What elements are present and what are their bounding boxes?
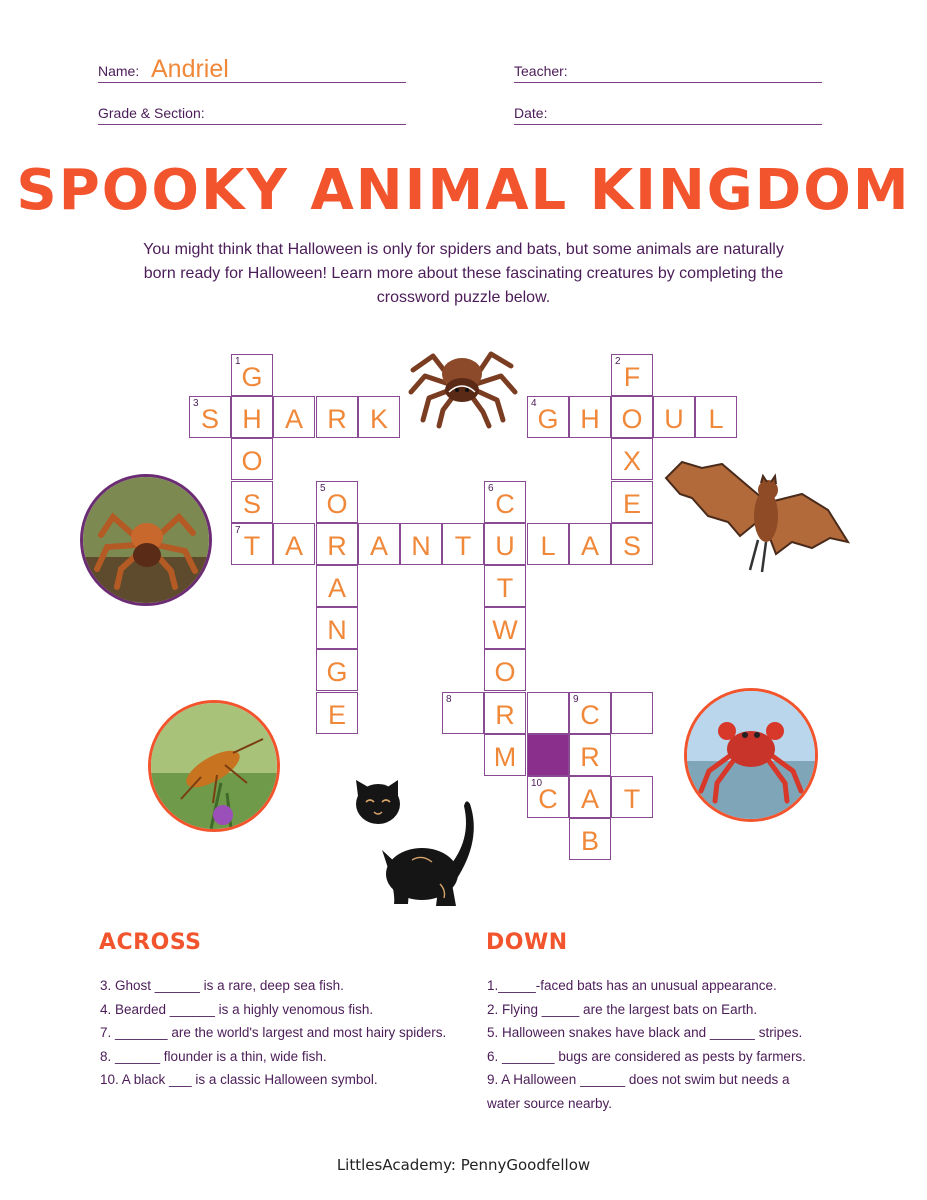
cell-letter — [443, 693, 483, 733]
tarantula-icon — [83, 477, 209, 603]
down-clue: 5. Halloween snakes have black and ______ stripes. — [487, 1025, 803, 1040]
across-heading: ACROSS — [99, 930, 202, 955]
bug-icon — [151, 703, 277, 829]
clue-number: 1 — [235, 356, 241, 367]
teacher-label: Teacher: — [514, 63, 568, 79]
cell-letter: N — [327, 614, 347, 645]
crossword-cell[interactable] — [611, 692, 653, 734]
crossword-cell[interactable] — [611, 481, 653, 523]
crossword-cell[interactable] — [484, 481, 526, 523]
cell-letter: T — [243, 530, 261, 561]
cell-letter: H — [580, 403, 600, 434]
crossword-cell[interactable] — [527, 692, 569, 734]
cell-letter: T — [454, 530, 472, 561]
crossword-cell[interactable] — [316, 396, 358, 438]
cell-letter: B — [580, 825, 599, 856]
crossword-cell[interactable] — [484, 523, 526, 565]
crossword-cell[interactable] — [231, 354, 273, 396]
cell-letter: H — [242, 403, 262, 434]
cell-letter: A — [327, 572, 346, 603]
cell-letter: R — [327, 530, 347, 561]
crossword-shaded-cell — [527, 734, 569, 776]
crossword-cell[interactable] — [484, 565, 526, 607]
footer-credit: LittlesAcademy: PennyGoodfellow — [336, 1156, 591, 1174]
crab-icon — [687, 691, 815, 819]
crossword-cell[interactable] — [527, 523, 569, 565]
cell-letter: L — [540, 530, 556, 561]
clue-number: 6 — [488, 483, 494, 494]
crossword-cell[interactable] — [611, 354, 653, 396]
crossword-cell[interactable] — [569, 692, 611, 734]
across-clue: 8. ______ flounder is a thin, wide fish. — [100, 1048, 327, 1064]
name-field[interactable] — [98, 56, 406, 83]
crossword-cell[interactable] — [611, 396, 653, 438]
cell-letter: R — [495, 699, 515, 730]
cell-letter: O — [494, 656, 516, 687]
across-clue-list — [100, 974, 480, 1092]
clue-number: 5 — [320, 483, 326, 494]
cell-letter: E — [327, 699, 346, 730]
crossword-cell[interactable] — [316, 523, 358, 565]
spider-icon — [405, 340, 520, 430]
cell-letter: R — [327, 403, 347, 434]
clue-number: 10 — [531, 778, 543, 789]
crossword-cell[interactable] — [442, 692, 484, 734]
cat-illustration — [352, 780, 482, 910]
crossword-cell[interactable] — [358, 396, 400, 438]
cell-letter: L — [708, 403, 724, 434]
cell-letter: G — [537, 403, 559, 434]
crossword-cell[interactable] — [569, 776, 611, 818]
crossword-cell[interactable] — [653, 396, 695, 438]
spider-illustration — [405, 340, 520, 430]
cell-letter: S — [622, 530, 641, 561]
cell-letter: W — [492, 614, 518, 645]
crossword-cell[interactable] — [695, 396, 737, 438]
cell-letter: X — [622, 445, 641, 476]
crossword-cell[interactable] — [189, 396, 231, 438]
cell-letter: O — [621, 403, 643, 434]
across-clue: 7. _______ are the world's largest and most hairy spiders. — [100, 1025, 447, 1040]
cell-letter — [528, 693, 568, 733]
down-clue: 1._____-faced bats has an unusual appearance. — [487, 978, 777, 993]
across-clue: 3. Ghost ______ is a rare, deep sea fish. — [100, 978, 344, 993]
crossword-cell[interactable] — [484, 649, 526, 691]
crossword-cell[interactable] — [527, 396, 569, 438]
cell-letter: R — [580, 741, 600, 772]
cell-letter: N — [411, 530, 431, 561]
name-label: Name: — [98, 63, 140, 79]
crossword-cell[interactable] — [569, 523, 611, 565]
clue-number: 8 — [446, 694, 452, 705]
teacher-field[interactable] — [514, 56, 822, 83]
crossword-cell[interactable] — [231, 523, 273, 565]
crossword-cell[interactable] — [569, 818, 611, 860]
crossword-cell[interactable] — [527, 776, 569, 818]
crossword-cell[interactable] — [358, 523, 400, 565]
crossword-cell[interactable] — [316, 607, 358, 649]
crossword-cell[interactable] — [316, 565, 358, 607]
across-clue: 4. Bearded ______ is a highly venomous fish. — [100, 1001, 374, 1017]
date-label: Date: — [514, 105, 548, 121]
tarantula-photo — [80, 474, 212, 606]
cell-letter: O — [326, 488, 348, 519]
cell-letter: K — [369, 403, 388, 434]
crossword-cell[interactable] — [273, 396, 315, 438]
grade-section-label: Grade & Section: — [98, 105, 205, 121]
page-title: SPOOKY ANIMAL KINGDOM — [16, 158, 911, 223]
cell-letter: A — [284, 530, 303, 561]
crossword-cell[interactable] — [316, 481, 358, 523]
date-field[interactable] — [514, 98, 822, 125]
cell-letter: C — [495, 488, 515, 519]
cell-letter: C — [538, 783, 558, 814]
cell-letter: G — [326, 656, 348, 687]
name-value[interactable]: Andriel — [151, 55, 229, 83]
crossword-cell[interactable] — [484, 734, 526, 776]
crossword-cell[interactable] — [316, 692, 358, 734]
crossword-cell[interactable] — [316, 649, 358, 691]
down-heading: DOWN — [486, 930, 568, 955]
clue-number: 2 — [615, 356, 621, 367]
cell-letter: U — [664, 403, 684, 434]
down-clue: 6. _______ bugs are considered as pests by farmers. — [487, 1048, 806, 1064]
cell-letter: A — [284, 403, 303, 434]
crossword-cell[interactable] — [484, 607, 526, 649]
crossword-cell[interactable] — [442, 523, 484, 565]
crossword-cell[interactable] — [569, 396, 611, 438]
cell-letter: O — [241, 445, 263, 476]
down-clue-list — [487, 974, 847, 1115]
crossword-cell[interactable] — [611, 523, 653, 565]
cell-letter: U — [495, 530, 515, 561]
crossword-cell[interactable] — [231, 438, 273, 480]
crab-photo — [684, 688, 818, 822]
crossword-cell[interactable] — [231, 396, 273, 438]
crossword-cell[interactable] — [231, 481, 273, 523]
crossword-cell[interactable] — [273, 523, 315, 565]
down-clue: 2. Flying _____ are the largest bats on Earth. — [487, 1001, 758, 1017]
across-clue: 10. A black ___ is a classic Halloween symbol. — [100, 1072, 378, 1087]
cell-letter — [612, 693, 652, 733]
cell-letter: M — [493, 741, 517, 772]
grade-section-field[interactable] — [98, 98, 406, 125]
clue-number: 7 — [235, 525, 241, 536]
cell-letter: E — [622, 488, 641, 519]
bat-icon — [662, 458, 852, 580]
clue-number: 4 — [531, 398, 537, 409]
crossword-cell[interactable] — [400, 523, 442, 565]
clue-number: 9 — [573, 694, 579, 705]
down-clue: 9. A Halloween ______ does not swim but needs a — [487, 1072, 790, 1087]
bug-photo — [148, 700, 280, 832]
crossword-cell[interactable] — [484, 692, 526, 734]
cell-letter: A — [580, 783, 599, 814]
cell-letter: S — [200, 403, 219, 434]
cell-letter: S — [242, 488, 261, 519]
crossword-cell[interactable] — [569, 734, 611, 776]
crossword-cell[interactable] — [611, 776, 653, 818]
cell-letter: A — [369, 530, 388, 561]
bat-illustration — [662, 458, 852, 580]
cell-letter: T — [496, 572, 514, 603]
cell-letter: C — [580, 699, 600, 730]
down-clue: water source nearby. — [487, 1095, 613, 1111]
crossword-cell[interactable] — [611, 438, 653, 480]
clue-number: 3 — [193, 398, 199, 409]
intro-paragraph: You might think that Halloween is only for spiders and bats, but some animals are naturally born ready for Halloween! Learn more about these fascinating creatures by completing the crossword puzzle below. — [143, 241, 784, 306]
cell-letter: T — [623, 783, 641, 814]
black-cat-icon — [352, 780, 482, 910]
cell-letter: A — [580, 530, 599, 561]
cell-letter: F — [623, 361, 641, 392]
cell-letter: G — [241, 361, 263, 392]
